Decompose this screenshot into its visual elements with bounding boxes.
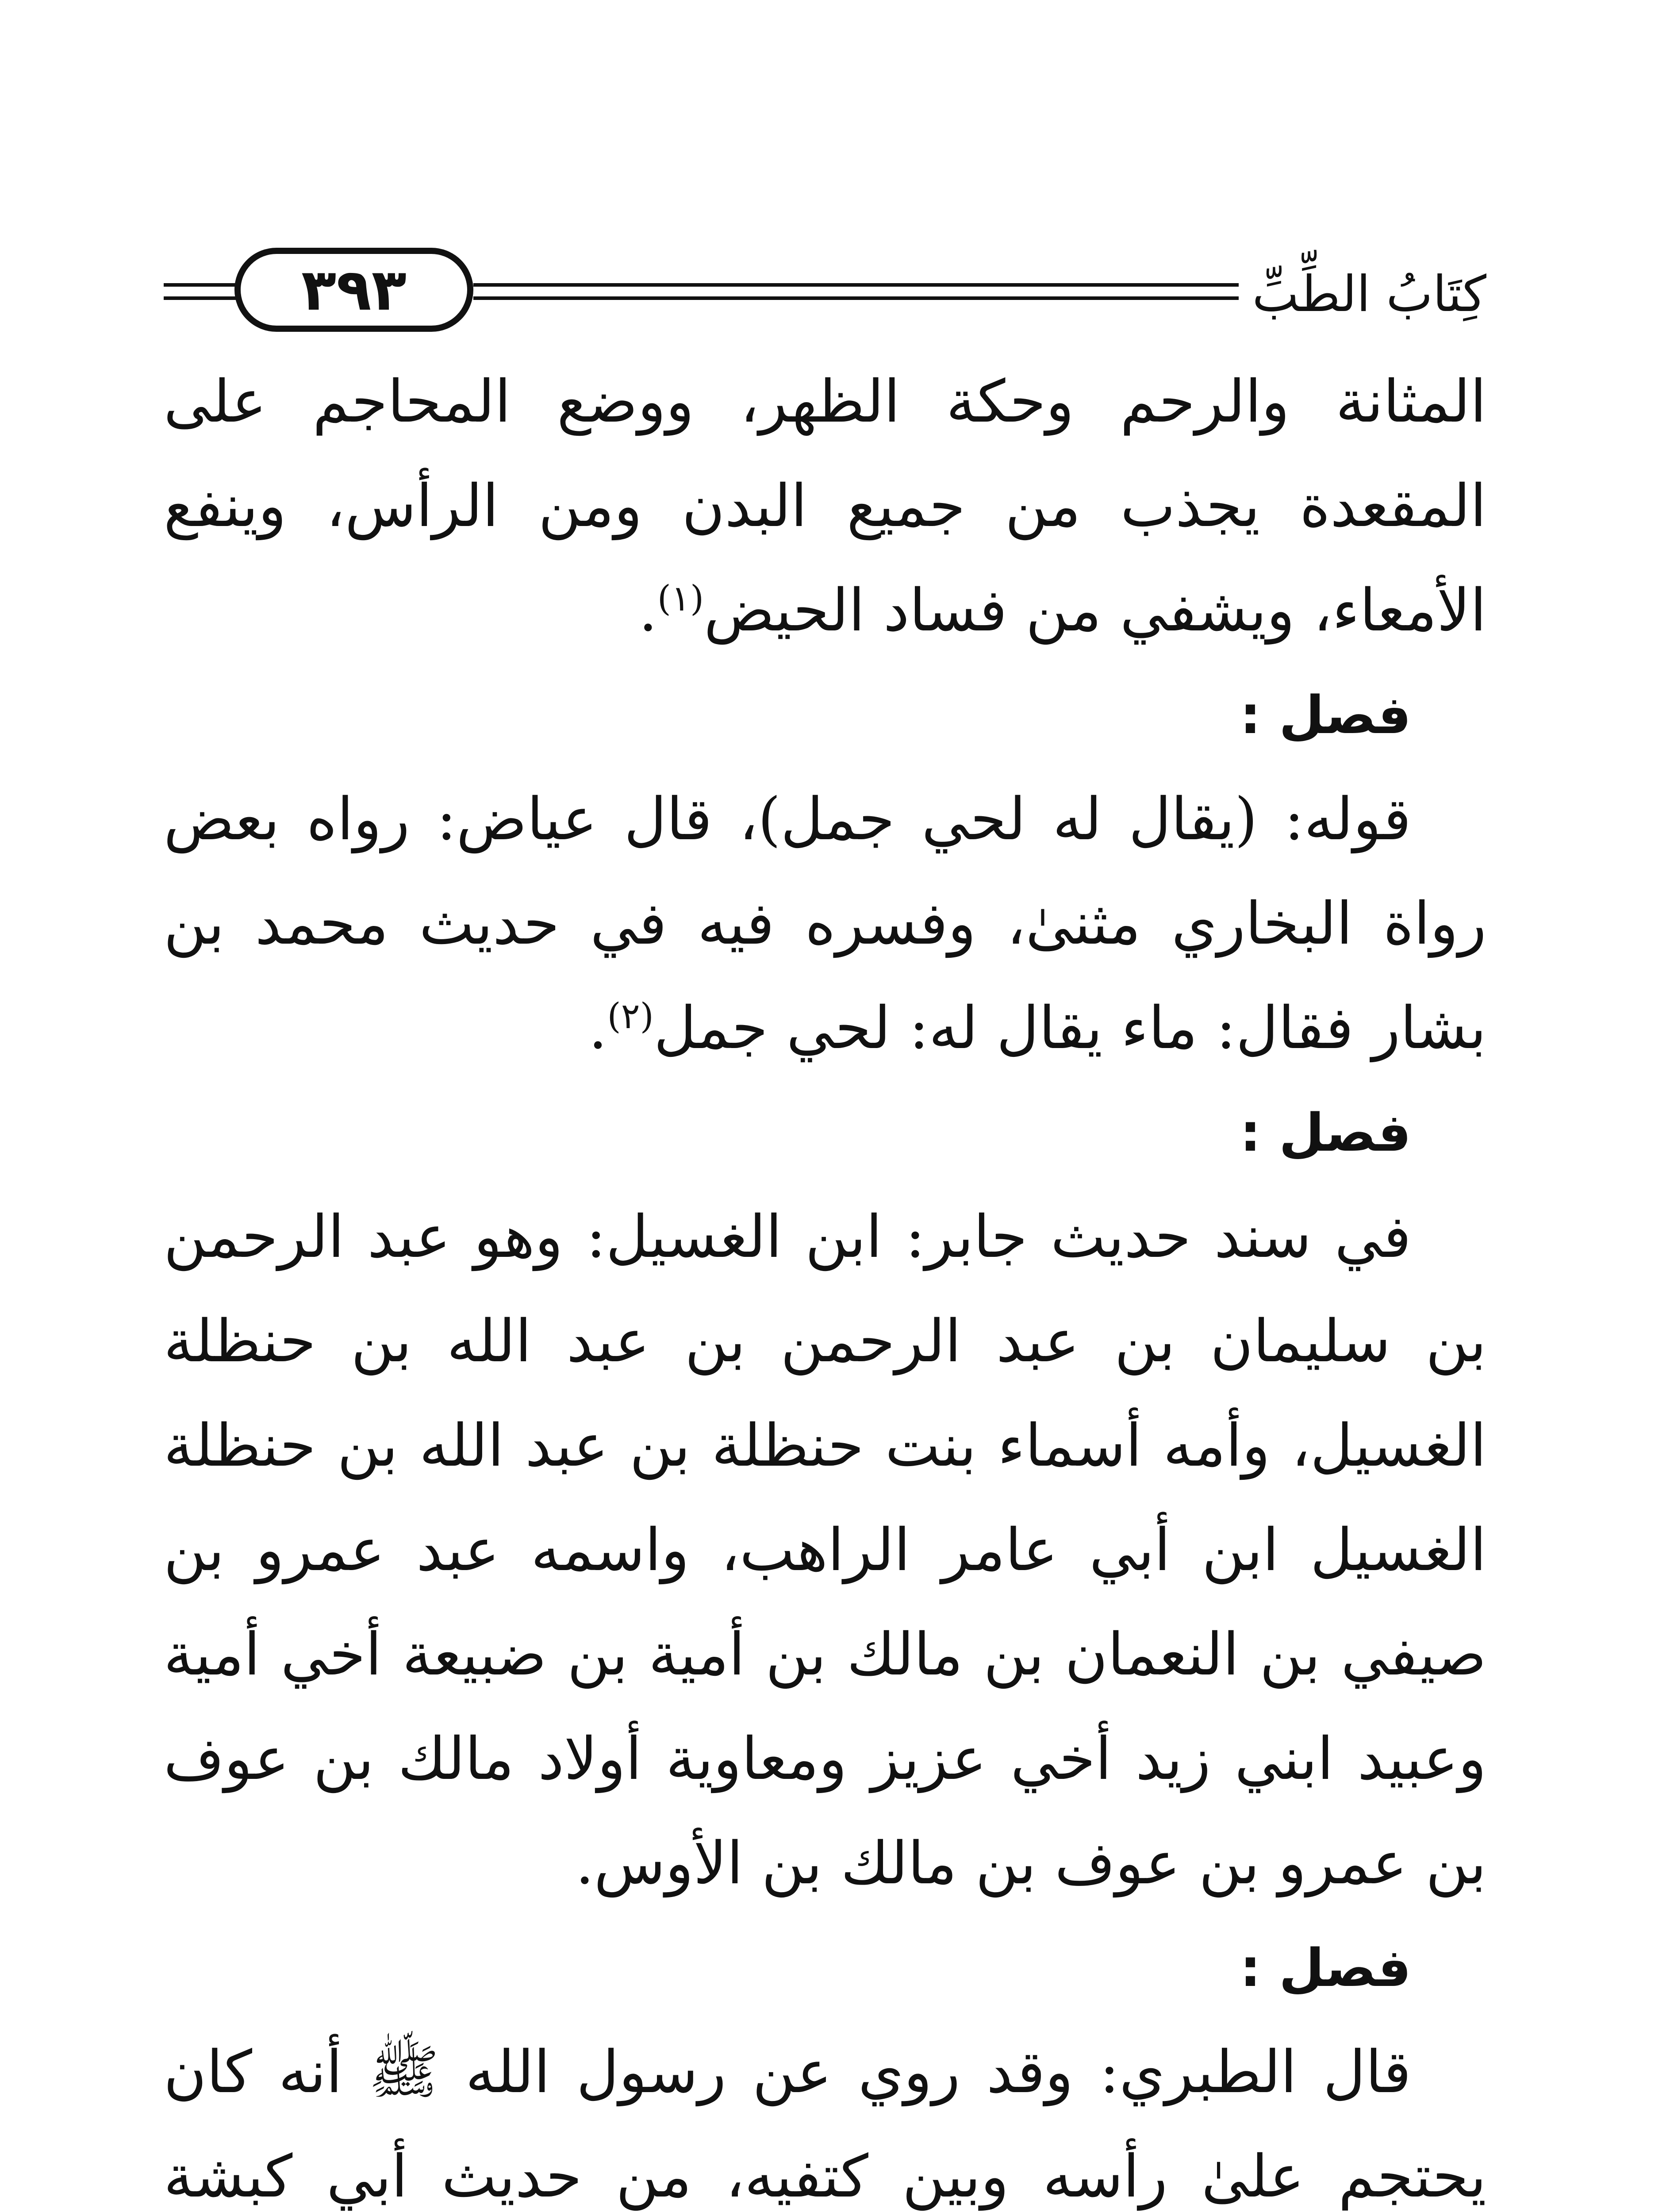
header-rule-middle-top [473,283,841,287]
header-rule-left-bottom [164,296,239,300]
page-header [164,248,1486,336]
header-rule-middle-bottom [473,296,841,300]
paragraph: قوله: (يقال له لحي جمل)، قال عياض: رواه بعض رواة البخاري مثنىٰ، وفسره فيه في حديث محمد بن بشار فقال: ماء يقال له: لحي جمل$^{(٢)}$. [164,785,1486,1062]
section-heading: فصل : [1240,684,1411,745]
paragraph: قال الطبري: وقد روي عن رسول الله ﷺ أنه كان يحتجم علىٰ رأسه وبين كتفيه، من حديث أبي كبشة [164,2038,1486,2211]
footnote-ref: (٢) [607,995,654,1037]
page-number: ٣٩٣ [234,248,473,332]
section-heading: فصل : [1240,1102,1411,1163]
main-text [164,349,1486,2212]
paragraph: في سند حديث جابر: ابن الغسيل: وهو عبد الرحمن بن سليمان بن عبد الرحمن بن عبد الله بن حنظلة الغسيل، وأمه أسماء بنت حنظلة بن عبد الله بن حنظلة الغسيل ابن أبي عامر الراهب، واسمه عبد عمرو بن صيفي بن النعمان بن مالك بن أمية بن ضبيعة أخي أمية وعبيد ابني زيد أخي عزيز ومعاوية أولاد مالك بن عوف بن عمرو بن عوف بن مالك بن الأوس. [164,1203,1486,1897]
chapter-title: كِتَابُ الطِّبِّ [1252,265,1486,323]
header-rule-right-bottom [841,296,1239,300]
section-heading: فصل : [1240,1937,1411,1998]
paragraph: المثانة والرحم وحكة الظهر، ووضع المحاجم على المقعدة يجذب من جميع البدن ومن الرأس، وينفع الأمعاء، ويشفي من فساد الحيض$^{(١)}$. [164,368,1486,645]
header-rule-right-top [841,283,1239,287]
footnote-ref: (١) [657,578,704,619]
header-rule-left-top [164,283,239,287]
